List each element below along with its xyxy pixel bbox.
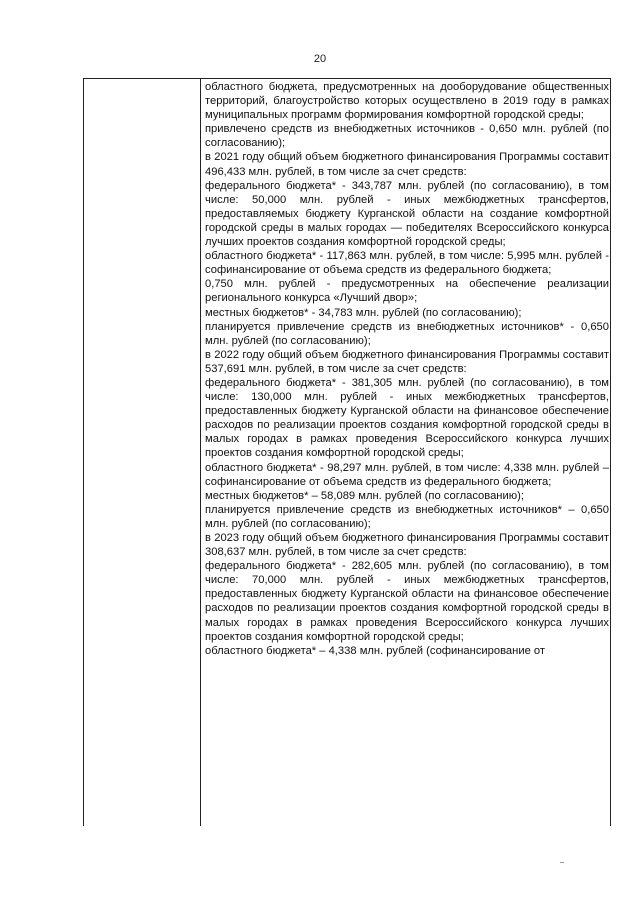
paragraph: областного бюджета* - 117,863 млн. рублей, в том числе: 5,995 млн. рублей - софинансирование от объема средств из федерального бюджета; xyxy=(205,250,609,277)
paragraph: областного бюджета* - 98,297 млн. рублей, в том числе: 4,338 млн. рублей – софинансирование от объема средств из федерального бюджета; xyxy=(205,461,609,488)
paragraph: местных бюджетов* – 58,089 млн. рублей (по согласованию); xyxy=(205,489,524,502)
page-number: 20 xyxy=(313,53,327,65)
paragraph: местных бюджетов* - 34,783 млн. рублей (по согласованию); xyxy=(205,306,522,319)
paragraph: привлечено средств из внебюджетных источников - 0,650 млн. рублей (по согласованию); xyxy=(205,123,609,150)
paragraph: 0,750 млн. рублей - предусмотренных на обеспечение реализации регионального конкурса «Лучший двор»; xyxy=(205,278,609,305)
paragraph: областного бюджета, предусмотренных на дооборудование общественных территорий, благоустройство которых осуществлено в 2019 году в рамках муниципальных программ формирования комфортной городской среды; xyxy=(205,81,609,122)
paragraph: в 2023 году общий объем бюджетного финансирования Программы составит 308,637 млн. рублей, в том числе за счет средств: xyxy=(205,532,609,559)
paragraph: федерального бюджета* - 343,787 млн. рублей (по согласованию), в том числе: 50,000 млн. рублей - иных межбюджетных трансфертов, предоставляемых бюджету Курганской области на создание комфортной городской среды в малых городах — победителях Всероссийского конкурса лучших проектов создания комфортной городской среды; xyxy=(205,179,609,249)
paragraph: областного бюджета* – 4,338 млн. рублей (софинансирование от xyxy=(205,644,546,657)
paragraph: в 2022 году общий объем бюджетного финансирования Программы составит 537,691 млн. рублей, в том числе за счет средств: xyxy=(205,348,609,375)
table-right-column xyxy=(205,80,609,658)
table-left-column xyxy=(84,79,201,826)
paragraph: федерального бюджета* - 381,305 млн. рублей (по согласованию), в том числе: 130,000 млн. рублей - иных межбюджетных трансфертов, предоставленных бюджету Курганской области на финансовое обеспечение расходов по реализации проектов создания комфортной городской среды в малых городах в рамках проведения Всероссийского конкурса лучших проектов создания комфортной городской среды; xyxy=(205,376,609,460)
paragraph: планируется привлечение средств из внебюджетных источников* – 0,650 млн. рублей (по согласованию); xyxy=(205,503,609,530)
paragraph: федерального бюджета* - 282,605 млн. рублей (по согласованию), в том числе: 70,000 млн. рублей - иных межбюджетных трансфертов, предоставленных бюджету Курганской области на финансовое обеспечение расходов по реализации проектов создания комфортной городской среды в малых городах в рамках проведения Всероссийского конкурса лучших проектов создания комфортной городской среды; xyxy=(205,560,609,643)
paragraph: планируется привлечение средств из внебюджетных источников* - 0,650 млн. рублей (по согласованию); xyxy=(205,320,609,347)
scan-mark xyxy=(560,862,564,863)
paragraph: в 2021 году общий объем бюджетного финансирования Программы составит 496,433 млн. рублей, в том числе за счет средств: xyxy=(205,151,609,178)
document-table xyxy=(83,78,611,826)
